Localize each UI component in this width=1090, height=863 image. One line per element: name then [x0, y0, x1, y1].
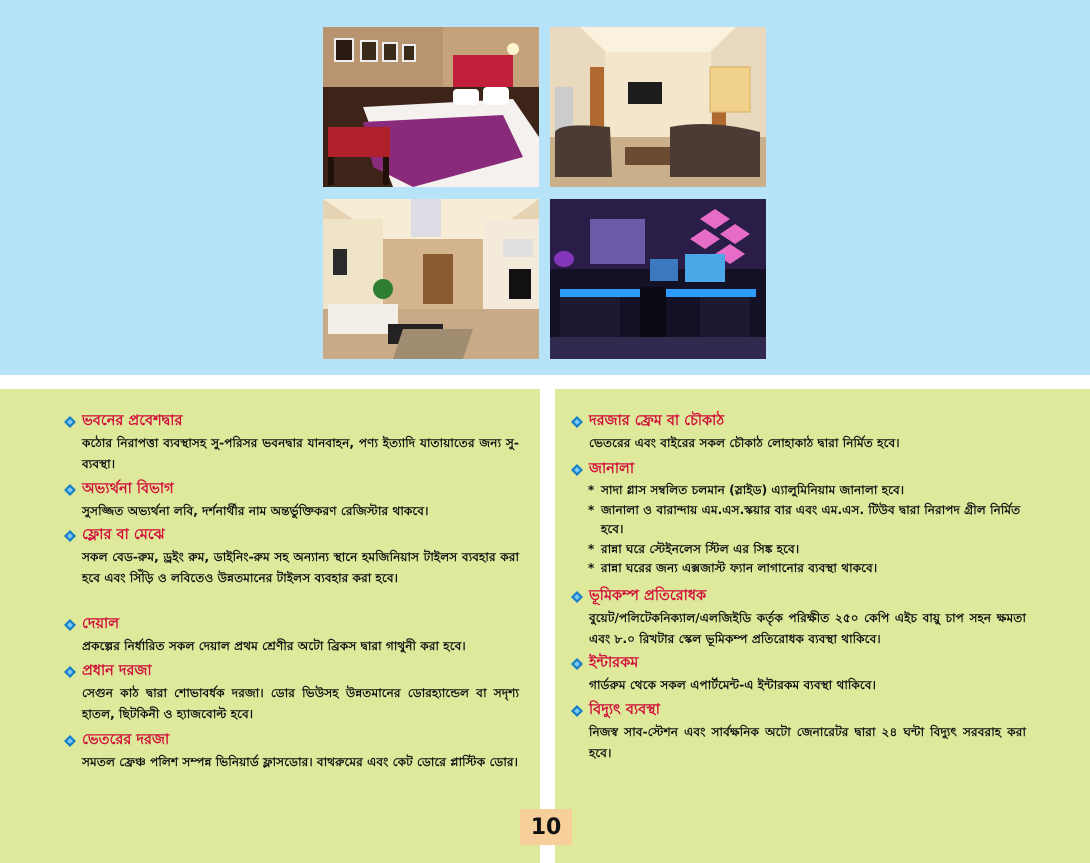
section-body: বুয়েট/পলিটেকনিক্যাল/এলজিইডি কর্তৃক পরিক্ষীত ২৫০ কেপি এইচ বায়ু চাপ সহন ক্ষমতা এবং ৮.০ রিখটার স্কেল ভূমিকম্প প্রতিরোধক ব্যবস্থা থাকিবে।	[589, 611, 1026, 646]
photo-banner	[0, 0, 1090, 375]
section-title: ফ্লোর বা মেঝে	[82, 527, 165, 543]
diamond-bullet-icon	[64, 735, 76, 747]
page-divider	[540, 389, 555, 863]
section-electricity	[571, 701, 1026, 763]
diamond-bullet-icon	[64, 416, 76, 428]
diamond-bullet-icon	[571, 591, 583, 603]
section-door-frame	[571, 412, 1026, 454]
list-item: * জানালা ও বারান্দায় এম.এস.স্কয়ার বার এবং এম.এস. টিউব দ্বারা নিরাপদ গ্রীল নির্মিত হবে।	[581, 501, 1026, 540]
section-building-entrance	[64, 412, 519, 474]
window-list	[581, 481, 1026, 579]
diamond-bullet-icon	[64, 666, 76, 678]
section-body: নিজস্ব সাব-স্টেশন এবং সার্বক্ষনিক অটো জেনারেটর দ্বারা ২৪ ঘন্টা বিদ্যুৎ সরবরাহ করা হবে।	[589, 725, 1026, 760]
section-intercom	[571, 654, 1026, 696]
section-body: সকল বেড-রুম, ড্রইং রুম, ডাইনিং-রুম সহ অন্যান্য স্থানে হমজিনিয়াস টাইলস ব্যবহার করা হবে এবং সিঁড়ি ও লবিতেও উন্নতমানের টাইলস ব্যবহার করা হবে।	[82, 550, 519, 585]
section-title: ইন্টারকম	[589, 655, 639, 671]
asterisk-bullet: *	[587, 561, 595, 575]
section-body: গার্ডরুম থেকে সকল এপার্টমেন্ট-এ ইন্টারকম ব্যবস্থা থাকিবে।	[589, 678, 876, 692]
list-item: * সাদা গ্লাস সম্বলিত চলমান (স্লাইড) এ্যালুমিনিয়াম জানালা হবে।	[581, 481, 1026, 501]
section-title: জানালা	[589, 461, 635, 477]
diamond-bullet-icon	[571, 705, 583, 717]
diamond-bullet-icon	[64, 484, 76, 496]
list-item: * রান্না ঘরে স্টেইনলেস স্টিল এর সিঙ্ক হবে।	[581, 540, 1026, 560]
section-window	[571, 460, 1026, 579]
list-item: * রান্না ঘরের জন্য এক্সজাস্ট ফ্যান লাগানোর ব্যবস্থা থাকবে।	[581, 559, 1026, 579]
asterisk-bullet: *	[587, 483, 595, 497]
section-body: ভেতরের এবং বাইরের সকল চৌকাঠ লোহাকাঠ দ্বারা নির্মিত হবে।	[589, 436, 900, 450]
gaming-room-photo	[550, 199, 766, 359]
section-title: দরজার ফ্রেম বা চৌকাঠ	[589, 413, 725, 429]
asterisk-bullet: *	[587, 502, 595, 517]
section-main-door	[64, 662, 519, 724]
diamond-bullet-icon	[571, 658, 583, 670]
bedroom-photo	[323, 27, 539, 187]
section-title: ভবনের প্রবেশদ্বার	[82, 413, 183, 429]
page-number: 10	[520, 809, 572, 845]
section-title: ভূমিকম্প প্রতিরোধক	[589, 588, 707, 604]
section-body: সেগুন কাঠ দ্বারা শোভাবর্ধক দরজা। ডোর ভিউসহ উন্নতমানের ডোরহ্যান্ডেল বা সদৃশ্য হাতল, ছিটকিনী ও হ্যাজবোল্ট হবে।	[82, 686, 519, 721]
living-room-photo	[550, 27, 766, 187]
asterisk-bullet: *	[587, 541, 595, 556]
section-title: প্রধান দরজা	[82, 663, 152, 679]
section-body: সমতল ফ্রেঞ্চ পলিশ সম্পন্ন ভিনিয়ার্ড ফ্লাসডোর। বাথরুমের এবং কেট ডোরে প্লাস্টিক ডোর।	[82, 755, 518, 769]
lobby-photo	[323, 199, 539, 359]
section-floor	[64, 526, 519, 588]
section-earthquake	[571, 587, 1026, 649]
section-wall	[64, 615, 519, 657]
diamond-bullet-icon	[571, 416, 583, 428]
section-reception	[64, 480, 519, 522]
diamond-bullet-icon	[571, 464, 583, 476]
section-body: কঠোর নিরাপত্তা ব্যবস্থাসহ সু-পরিসর ভবনদ্বার যানবাহন, পণ্য ইত্যাদি যাতায়াতের জন্য সু-ব্যবস্থা।	[82, 436, 519, 471]
section-body: প্রকল্পের নির্ধারিত সকল দেয়াল প্রথম শ্রেণীর অটো ব্রিকস দ্বারা গাথুনী করা হবে।	[82, 639, 466, 653]
section-body: সুসজ্জিত অভ্যর্থনা লবি, দর্শনার্থীর নাম অন্তর্ভুক্তিকরণ রেজিস্টার থাকবে।	[82, 504, 429, 518]
section-inner-door	[64, 731, 519, 773]
section-title: দেয়াল	[82, 616, 120, 632]
diamond-bullet-icon	[64, 619, 76, 631]
diamond-bullet-icon	[64, 530, 76, 542]
section-title: অভ্যর্থনা বিভাগ	[82, 481, 174, 497]
section-title: বিদ্যুৎ ব্যবস্থা	[589, 702, 660, 718]
section-title: ভেতরের দরজা	[82, 732, 170, 748]
